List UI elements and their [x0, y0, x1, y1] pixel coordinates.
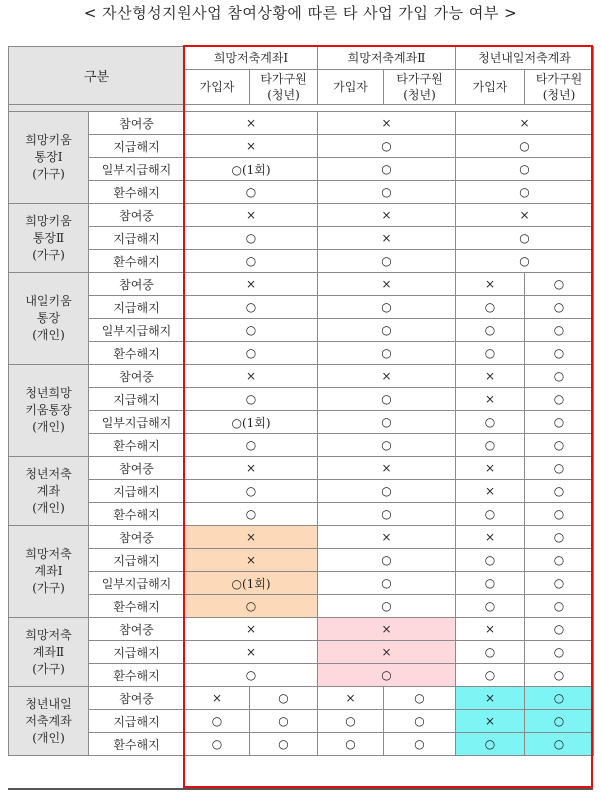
table-row	[9, 319, 594, 342]
eligibility-cell: ○	[456, 411, 525, 434]
status-label: 환수해지	[89, 733, 185, 756]
eligibility-cell: ○	[525, 641, 594, 664]
eligibility-cell: ×	[456, 710, 525, 733]
eligibility-cell: ○	[185, 503, 318, 526]
eligibility-cell: ×	[318, 204, 456, 227]
eligibility-cell: ○	[318, 250, 456, 273]
eligibility-cell: ×	[318, 618, 456, 641]
eligibility-cell: ○	[185, 733, 250, 756]
eligibility-cell: ○	[318, 710, 384, 733]
eligibility-cell: ○	[318, 181, 456, 204]
eligibility-cell: ○	[456, 733, 525, 756]
status-label: 일부지급해지	[89, 158, 185, 181]
eligibility-cell: ○	[318, 319, 456, 342]
table-row	[9, 503, 594, 526]
eligibility-cell: ×	[185, 112, 318, 135]
eligibility-cell: ○	[456, 549, 525, 572]
eligibility-cell: ×	[318, 365, 456, 388]
eligibility-cell: ○	[318, 503, 456, 526]
eligibility-cell: ○	[525, 388, 594, 411]
subheader-other-3: 타가구원 (청년)	[525, 70, 594, 105]
eligibility-cell: ○	[318, 296, 456, 319]
eligibility-cell: ○	[185, 227, 318, 250]
eligibility-cell: ○	[185, 181, 318, 204]
table-row	[9, 411, 594, 434]
eligibility-cell: ○	[525, 710, 594, 733]
eligibility-cell: ○	[525, 526, 594, 549]
eligibility-cell: ○	[525, 664, 594, 687]
eligibility-cell: ○	[456, 595, 525, 618]
table-row	[9, 664, 594, 687]
eligibility-cell: ○	[318, 434, 456, 457]
eligibility-cell: ○	[318, 411, 456, 434]
table-title: < 자산형성지원사업 참여상황에 따른 타 사업 가입 가능 여부 >	[83, 4, 518, 22]
eligibility-cell: ×	[318, 457, 456, 480]
subheader-join-3: 가입자	[456, 70, 525, 105]
eligibility-cell: ○	[185, 250, 318, 273]
eligibility-cell: ×	[185, 549, 318, 572]
table-row	[9, 526, 594, 549]
status-label: 참여중	[89, 457, 185, 480]
eligibility-cell: ×	[456, 687, 525, 710]
eligibility-cell: ○	[525, 480, 594, 503]
eligibility-cell: ○	[185, 319, 318, 342]
eligibility-cell: ○	[456, 664, 525, 687]
subheader-join-2: 가입자	[318, 70, 384, 105]
table-row	[9, 158, 594, 181]
eligibility-cell: ○	[318, 733, 384, 756]
eligibility-cell: ○	[525, 687, 594, 710]
program-group-label: 내일키움 통장 (개인)	[9, 273, 89, 365]
eligibility-cell: ○	[384, 733, 456, 756]
program-group-label: 희망키움 통장Ⅰ (가구)	[9, 112, 89, 204]
table-row	[9, 388, 594, 411]
eligibility-cell: ○	[456, 641, 525, 664]
eligibility-cell: ×	[456, 526, 525, 549]
eligibility-cell: ×	[318, 227, 456, 250]
eligibility-cell: ○	[525, 342, 594, 365]
status-label: 참여중	[89, 204, 185, 227]
eligibility-cell: ○	[456, 250, 594, 273]
eligibility-cell: ○	[525, 319, 594, 342]
eligibility-cell: ○	[456, 227, 594, 250]
status-label: 환수해지	[89, 503, 185, 526]
table-row	[9, 204, 594, 227]
table-row	[9, 733, 594, 756]
eligibility-cell: ○	[525, 549, 594, 572]
status-label: 일부지급해지	[89, 572, 185, 595]
status-label: 지급해지	[89, 388, 185, 411]
table-row	[9, 227, 594, 250]
eligibility-cell: ○(1회)	[185, 158, 318, 181]
status-label: 환수해지	[89, 434, 185, 457]
eligibility-cell: ×	[456, 457, 525, 480]
eligibility-cell: ○	[525, 365, 594, 388]
eligibility-cell: ○	[456, 342, 525, 365]
eligibility-cell: ○	[185, 342, 318, 365]
table-row	[9, 572, 594, 595]
eligibility-cell: ○	[318, 342, 456, 365]
eligibility-cell: ×	[185, 618, 318, 641]
header-program-2: 희망저축계좌Ⅱ	[318, 47, 456, 70]
status-label: 지급해지	[89, 710, 185, 733]
program-group-label: 청년저축 계좌 (개인)	[9, 457, 89, 526]
table-row	[9, 365, 594, 388]
spacer	[185, 105, 594, 112]
eligibility-cell: ○	[525, 572, 594, 595]
eligibility-cell: ○	[456, 503, 525, 526]
table-row	[9, 181, 594, 204]
eligibility-cell: ×	[456, 365, 525, 388]
status-label: 참여중	[89, 112, 185, 135]
eligibility-cell: ○	[525, 273, 594, 296]
eligibility-cell: ○	[250, 733, 318, 756]
eligibility-cell: ○	[456, 135, 594, 158]
program-group-label: 청년내일 저축계좌 (개인)	[9, 687, 89, 756]
table-row	[9, 250, 594, 273]
eligibility-cell: ×	[456, 204, 594, 227]
status-label: 지급해지	[89, 227, 185, 250]
status-label: 환수해지	[89, 342, 185, 365]
eligibility-cell: ○	[525, 457, 594, 480]
status-label: 일부지급해지	[89, 319, 185, 342]
eligibility-cell: ○	[318, 664, 456, 687]
table-row	[9, 434, 594, 457]
subheader-other-2: 타가구원 (청년)	[384, 70, 456, 105]
eligibility-cell: ×	[185, 641, 318, 664]
table-row	[9, 618, 594, 641]
eligibility-cell: ○	[456, 434, 525, 457]
eligibility-cell: ×	[456, 273, 525, 296]
status-label: 참여중	[89, 618, 185, 641]
table-row	[9, 342, 594, 365]
header-program-3: 청년내일저축계좌	[456, 47, 594, 70]
eligibility-cell: ○	[185, 710, 250, 733]
eligibility-cell: ○	[318, 480, 456, 503]
status-label: 지급해지	[89, 296, 185, 319]
status-label: 참여중	[89, 273, 185, 296]
eligibility-cell: ○	[525, 595, 594, 618]
status-label: 지급해지	[89, 641, 185, 664]
eligibility-cell: ○	[318, 595, 456, 618]
subheader-other-1: 타가구원 (청년)	[250, 70, 318, 105]
status-label: 참여중	[89, 365, 185, 388]
table-row	[9, 480, 594, 503]
eligibility-cell: ○	[525, 618, 594, 641]
program-group-label: 희망저축 계좌Ⅰ (가구)	[9, 526, 89, 618]
status-label: 참여중	[89, 526, 185, 549]
eligibility-cell: ○	[185, 434, 318, 457]
status-label: 환수해지	[89, 664, 185, 687]
eligibility-cell: ○	[384, 710, 456, 733]
status-label: 일부지급해지	[89, 411, 185, 434]
eligibility-cell: ○	[525, 411, 594, 434]
eligibility-cell: ×	[456, 112, 594, 135]
eligibility-cell: ○	[185, 664, 318, 687]
table-row	[9, 549, 594, 572]
status-label: 환수해지	[89, 595, 185, 618]
eligibility-cell: ○	[185, 595, 318, 618]
eligibility-cell: ×	[456, 388, 525, 411]
table-row	[9, 641, 594, 664]
eligibility-cell: ○	[456, 319, 525, 342]
table-row	[9, 296, 594, 319]
eligibility-cell: ○	[318, 158, 456, 181]
eligibility-cell: ×	[318, 526, 456, 549]
eligibility-cell: ○	[384, 687, 456, 710]
table-row	[9, 457, 594, 480]
eligibility-cell: ○	[250, 710, 318, 733]
eligibility-cell: ○	[525, 296, 594, 319]
table-row	[9, 687, 594, 710]
table-bottom-rule	[8, 788, 593, 790]
eligibility-cell: ×	[185, 457, 318, 480]
eligibility-cell: ○	[456, 158, 594, 181]
eligibility-cell: ×	[185, 526, 318, 549]
eligibility-cell: ○	[185, 480, 318, 503]
eligibility-cell: ○	[318, 549, 456, 572]
eligibility-cell: ×	[185, 135, 318, 158]
eligibility-cell: ○	[318, 135, 456, 158]
eligibility-cell: ○	[525, 434, 594, 457]
program-group-label: 희망저축 계좌Ⅱ (가구)	[9, 618, 89, 687]
eligibility-cell: ×	[318, 112, 456, 135]
eligibility-cell: ○	[456, 572, 525, 595]
eligibility-cell: ○	[456, 181, 594, 204]
header-program-1: 희망저축계좌Ⅰ	[185, 47, 318, 70]
table-row	[9, 710, 594, 733]
eligibility-cell: ×	[318, 641, 456, 664]
eligibility-cell: ×	[318, 687, 384, 710]
status-label: 지급해지	[89, 135, 185, 158]
eligibility-cell: ○	[318, 572, 456, 595]
eligibility-cell: ×	[318, 273, 456, 296]
eligibility-cell: ×	[456, 480, 525, 503]
eligibility-cell: ○	[525, 503, 594, 526]
eligibility-cell: ×	[185, 273, 318, 296]
eligibility-cell: ○	[318, 388, 456, 411]
program-group-label: 희망키움 통장Ⅱ (가구)	[9, 204, 89, 273]
eligibility-table	[8, 46, 594, 756]
eligibility-cell: ×	[185, 365, 318, 388]
table-row	[9, 135, 594, 158]
eligibility-cell: ×	[456, 618, 525, 641]
header-gubun: 구분	[9, 47, 185, 105]
program-group-label: 청년희망 키움통장 (개인)	[9, 365, 89, 457]
eligibility-cell: ×	[185, 687, 250, 710]
table-row	[9, 273, 594, 296]
eligibility-cell: ×	[185, 204, 318, 227]
status-label: 지급해지	[89, 549, 185, 572]
status-label: 환수해지	[89, 250, 185, 273]
spacer	[9, 105, 185, 112]
status-label: 지급해지	[89, 480, 185, 503]
subheader-join-1: 가입자	[185, 70, 250, 105]
eligibility-cell: ○	[525, 733, 594, 756]
eligibility-cell: ○(1회)	[185, 411, 318, 434]
table-row	[9, 595, 594, 618]
table-row	[9, 112, 594, 135]
eligibility-cell: ○	[456, 296, 525, 319]
status-label: 참여중	[89, 687, 185, 710]
eligibility-cell: ○	[185, 296, 318, 319]
eligibility-cell: ○	[250, 687, 318, 710]
eligibility-cell: ○	[185, 388, 318, 411]
eligibility-cell: ○(1회)	[185, 572, 318, 595]
status-label: 환수해지	[89, 181, 185, 204]
